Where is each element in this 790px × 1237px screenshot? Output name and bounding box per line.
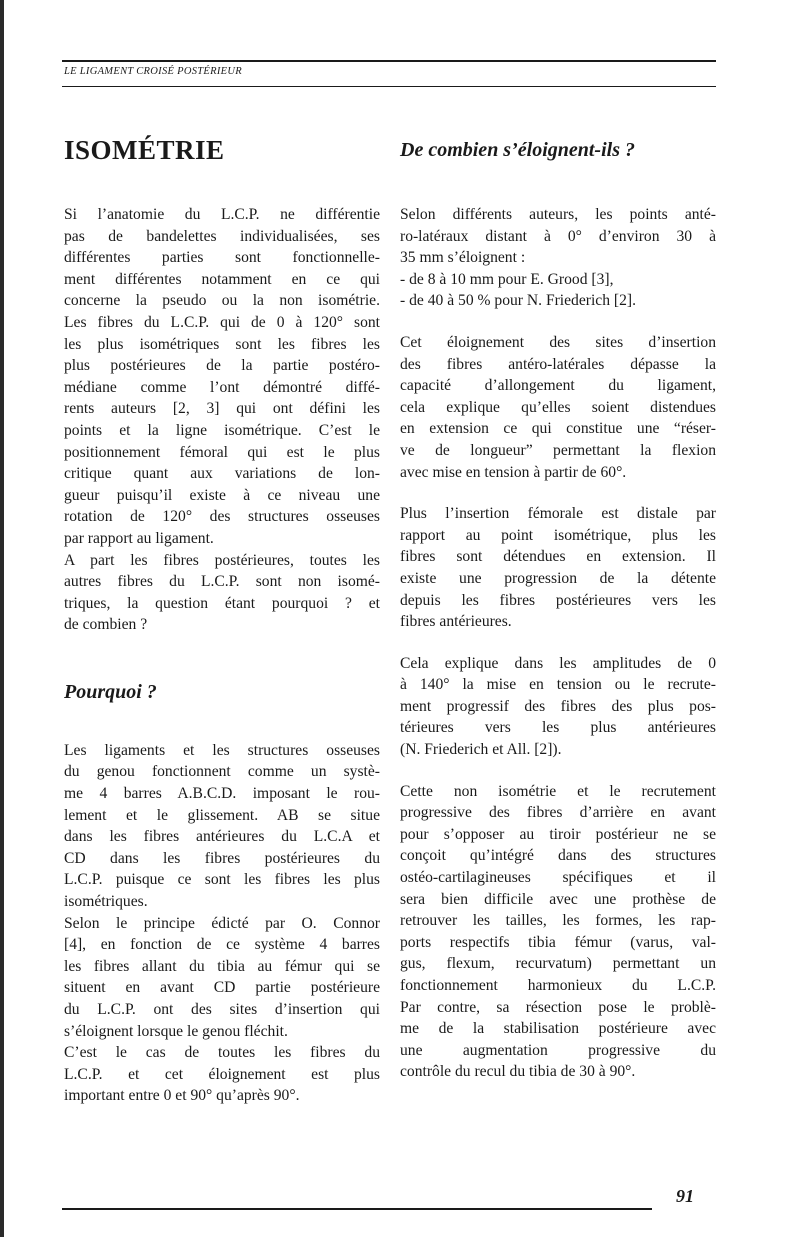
paragraph-insertion	[400, 503, 716, 633]
text-line: ostéo-cartilagineuses spécifiques et il	[400, 869, 716, 887]
text-line: Les ligaments et les structures osseuses	[64, 741, 380, 759]
paragraph-distances	[400, 204, 716, 312]
text-line: pas de bandelettes individualisées, ses	[64, 227, 380, 245]
text-line: positionnement fémoral qui est le plus	[64, 443, 380, 461]
text-line: des fibres antéro-latérales dépasse la	[400, 355, 716, 373]
text-line: 35 mm s’éloignent :	[400, 249, 526, 267]
text-line: important entre 0 et 90° qu’après 90°.	[64, 1087, 300, 1105]
text-line: depuis les fibres postérieures vers les	[400, 591, 716, 609]
running-header: LE LIGAMENT CROISÉ POSTÉRIEUR	[64, 66, 242, 77]
text-line: pour s’opposer au tiroir postérieur ne se	[400, 825, 716, 843]
text-line: gus, flexum, recurvatum) permettant un	[400, 955, 716, 973]
text-line: fibres sont détendues en extension. Il	[400, 548, 716, 566]
text-line: autres fibres du L.C.P. sont non isomé-	[64, 573, 380, 591]
left-column	[64, 134, 380, 1107]
subsection-title-de-combien: De combien s’éloignent-ils ?	[400, 139, 635, 161]
text-line: avec mise en tension à partir de 60°.	[400, 463, 627, 481]
intro-paragraph	[64, 204, 380, 636]
text-line: différentes parties sont fonctionnelle-	[64, 249, 380, 267]
paragraph-non-isometrie	[400, 781, 716, 1083]
page-number: 91	[676, 1186, 694, 1206]
text-line: points et la ligne isométrique. C’est le	[64, 421, 380, 439]
text-line: me de la stabilisation postérieure avec	[400, 1020, 716, 1038]
subsection-title-pourquoi: Pourquoi ?	[64, 680, 157, 703]
text-line: - de 8 à 10 mm pour E. Grood [3],	[400, 270, 614, 288]
text-line: concerne la pseudo ou la non isométrie.	[64, 292, 380, 310]
text-line: me 4 barres A.B.C.D. imposant le rou-	[64, 785, 380, 803]
text-line: cela explique qu’elles soient distendues	[400, 398, 716, 416]
footer-rule	[62, 1208, 652, 1210]
text-line: Les fibres du L.C.P. qui de 0 à 120° sont	[64, 313, 380, 331]
paragraph-amplitudes	[400, 653, 716, 761]
text-line: les fibres allant du tibia au fémur qui se	[64, 957, 380, 975]
text-line: plus postérieures de la partie postéro-	[64, 357, 380, 375]
text-line: conçoit qu’intégré dans des structures	[400, 847, 716, 865]
text-line: médiane comme l’ont démontré diffé-	[64, 378, 380, 396]
text-line: contrôle du recul du tibia de 30 à 90°.	[400, 1063, 636, 1081]
text-line: retrouver les tailles, les formes, les rap-	[400, 912, 716, 930]
text-line: du L.C.P. ont des sites d’insertion qui	[64, 1001, 380, 1018]
text-line: L.C.P. puisque ce sont les fibres les plus	[64, 871, 380, 889]
text-line: s’éloignent lorsque le genou fléchit.	[64, 1022, 288, 1040]
text-line: critique quant aux variations de lon-	[64, 465, 380, 483]
text-line: CD dans les fibres postérieures du	[64, 849, 380, 867]
text-line: à 140° la mise en tension ou le recrute-	[400, 676, 716, 694]
text-line: lement et le glissement. AB se situe	[64, 806, 380, 824]
text-line: sera bien difficile avec une prothèse de	[400, 890, 716, 908]
text-line: une augmentation progressive du	[400, 1041, 716, 1059]
text-line: - de 40 à 50 % pour N. Friederich [2].	[400, 292, 637, 310]
scan-edge	[0, 0, 4, 1237]
text-line: Cette non isométrie et le recrutement	[400, 782, 716, 800]
text-line: C’est le cas de toutes les fibres du	[64, 1044, 380, 1062]
text-line: isométriques.	[64, 893, 148, 911]
header-rule-top	[62, 60, 716, 62]
text-line: en extension ce qui constitue une “réser-	[400, 420, 716, 438]
text-line: L.C.P. et cet éloignement est plus	[64, 1065, 380, 1083]
text-line: rapport au point isométrique, plus les	[400, 526, 716, 544]
text-line: situent en avant CD partie postérieure	[64, 979, 380, 997]
text-line: Cet éloignement des sites d’insertion	[400, 333, 716, 351]
text-line: Selon le principe édicté par O. Connor	[64, 914, 380, 932]
text-line: gueur puisqu’il existe à ce niveau une	[64, 486, 380, 504]
text-line: Plus l’insertion fémorale est distale par	[400, 505, 716, 523]
paragraph-eloignement	[400, 332, 716, 483]
text-line: térieures vers les plus antérieures	[400, 719, 716, 737]
text-line: progressive des fibres d’arrière en avant	[400, 804, 716, 822]
text-line: (N. Friederich et All. [2]).	[400, 741, 562, 759]
header-rule-bottom	[62, 86, 716, 87]
text-line: par rapport au ligament.	[64, 529, 214, 547]
text-line: Cela explique dans les amplitudes de 0	[400, 654, 716, 672]
text-line: A part les fibres postérieures, toutes les	[64, 551, 380, 569]
text-line: ment différentes notamment en ce qui	[64, 270, 380, 288]
text-line: triques, la question étant pourquoi ? et	[64, 594, 380, 612]
text-line: rotation de 120° des structures osseuses	[64, 508, 380, 526]
text-line: de combien ?	[64, 616, 148, 634]
text-line: capacité d’allongement du ligament,	[400, 377, 716, 395]
text-line: fibres antérieures.	[400, 613, 512, 631]
text-line: les plus isométriques sont les fibres les	[64, 335, 380, 353]
section-title: ISOMÉTRIE	[64, 135, 225, 165]
pourquoi-paragraph	[64, 740, 380, 1107]
text-line: fonctionnement harmonieux du L.C.P.	[400, 977, 716, 994]
text-line: rents auteurs [2, 3] qui ont défini les	[64, 400, 380, 418]
text-line: [4], en fonction de ce système 4 barres	[64, 936, 380, 954]
right-column	[400, 134, 716, 1083]
text-line: ro-latéraux distant à 0° d’environ 30 à	[400, 227, 716, 245]
text-line: ve de longueur” permettant la flexion	[400, 441, 716, 459]
text-line: du genou fonctionnent comme un systè-	[64, 763, 380, 781]
text-line: ports respectifs tibia fémur (varus, val-	[400, 933, 716, 951]
text-line: Si l’anatomie du L.C.P. ne différentie	[64, 206, 380, 223]
text-line: Par contre, sa résection pose le problè-	[400, 998, 716, 1016]
text-line: Selon différents auteurs, les points anté-	[400, 206, 716, 223]
text-line: existe une progression de la détente	[400, 569, 716, 587]
text-line: ment progressif des fibres des plus pos-	[400, 697, 716, 715]
text-line: dans les fibres antérieures du L.C.A et	[64, 828, 380, 846]
